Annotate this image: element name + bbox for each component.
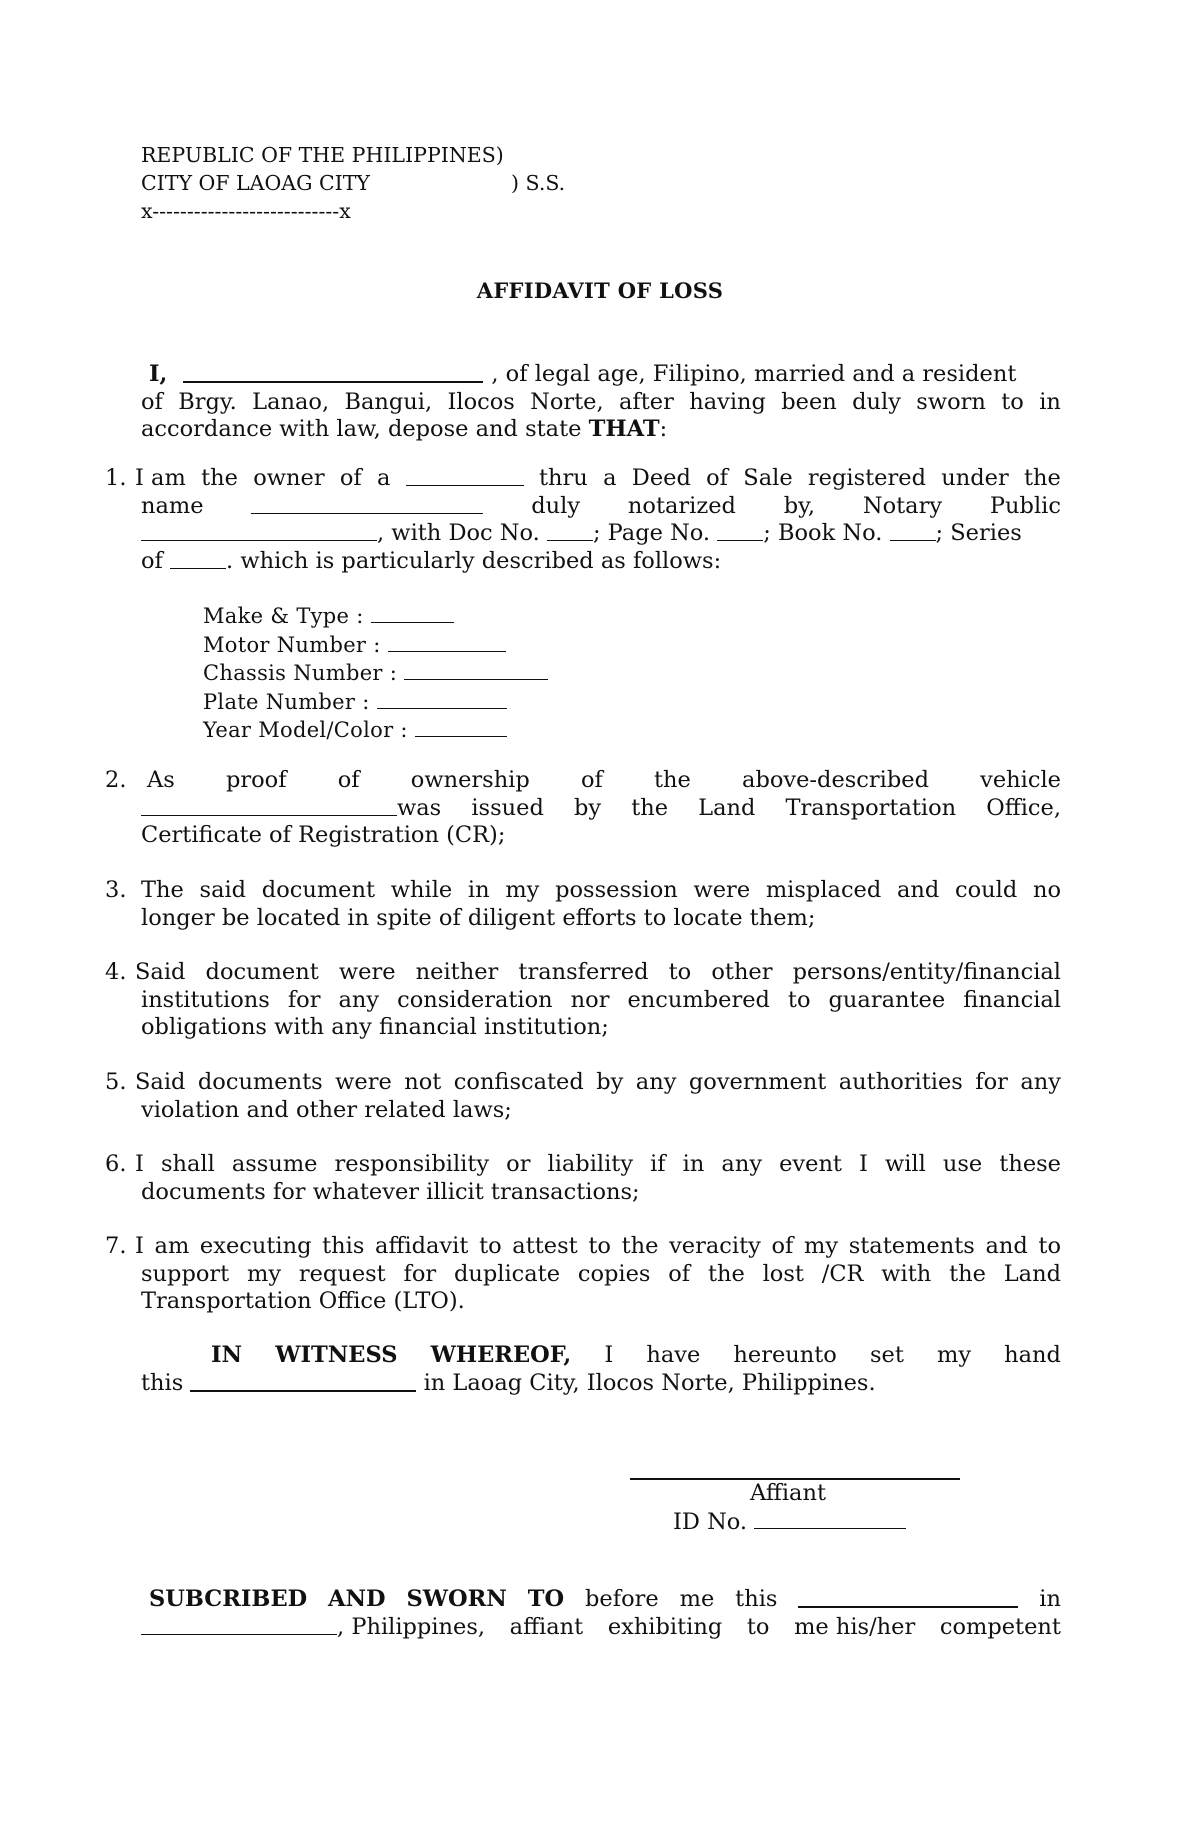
venue-ss: ) S.S. [511, 171, 566, 195]
spec-plate: Plate Number : [203, 688, 548, 717]
page-no-blank [717, 520, 763, 541]
witness-line-1: IN WITNESS WHEREOF, I have hereunto set my hand [211, 1342, 1061, 1368]
clause-2-line-2: was issued by the Land Transportation Office, [141, 795, 1061, 823]
clause-2-line-1: As proof of ownership of the above-described vehicle [147, 767, 1061, 793]
intro-line-1: I, , of legal age, Filipino, married and a resident [149, 361, 1017, 387]
jurat-date-blank [798, 1586, 1018, 1608]
witness-line-2: this in Laoag City, Ilocos Norte, Philippines. [141, 1369, 876, 1396]
spec-year: Year Model/Color : [203, 716, 548, 745]
clause-4: 4. Said document were neither transferred to other persons/entity/financial institutions for any consideration nor encumbered to guarantee financial obligations with any financial institution; [105, 959, 1061, 1040]
intro-line-3: accordance with law, depose and state THAT : [141, 416, 668, 442]
affiant-label: Affiant [750, 1480, 826, 1506]
notary-name-blank [141, 520, 377, 541]
series-blank [170, 548, 226, 569]
clause-4-line-1: Said document were neither transferred to other persons/entity/financial [135, 959, 1061, 985]
registered-name-blank [251, 493, 483, 514]
clause-7-line-3: Transportation Office (LTO). [141, 1288, 465, 1314]
affiant-name-blank [183, 361, 483, 383]
affiant-id: ID No. [673, 1508, 906, 1535]
document-title: AFFIDAVIT OF LOSS [476, 278, 724, 303]
vehicle-specs [203, 602, 548, 745]
spec-motor: Motor Number : [203, 631, 548, 660]
clause-3: 3. The said document while in my possession were misplaced and could no longer be located in spite of diligent efforts to locate them; [105, 877, 1061, 931]
id-no-blank [754, 1508, 906, 1529]
clause-7: 7. I am executing this affidavit to attest to the veracity of my statements and to support my request for duplicate copies of the lost /CR with the Land Transportation Office (LTO). [105, 1233, 1061, 1314]
witness-paragraph [141, 1342, 1061, 1397]
jurat-line-2: , Philippines, affiant exhibiting to me his/her competent [141, 1614, 1061, 1642]
clause-1-line-4: of . which is particularly described as follows: [141, 547, 722, 574]
doc-no-blank [547, 520, 593, 541]
clause-6-line-2: documents for whatever illicit transactions; [141, 1178, 640, 1205]
clause-5-line-2: violation and other related laws; [141, 1096, 512, 1123]
jurat-paragraph [141, 1586, 1061, 1641]
clause-4-line-2: institutions for any consideration nor encumbered to guarantee financial [141, 986, 1061, 1013]
venue-city: CITY OF LAOAG CITY ) S.S. [141, 171, 566, 195]
plate-reg-blank [141, 795, 397, 816]
clause-1: 1. I am the owner of a thru a Deed of Sale registered under the name duly notarized by, Notary Public , with Doc No. ; Page No. ; Book No. ; Series of . which is particularly described as follows: [105, 465, 1061, 574]
intro-paragraph [141, 361, 1061, 444]
witness-date-blank [190, 1370, 416, 1392]
clause-1-line-1: I am the owner of a thru a Deed of Sale registered under the [135, 465, 1061, 491]
clause-2: 2. As proof of ownership of the above-described vehicle was issued by the Land Transportation Office, Certificate of Registration (CR); [105, 767, 1061, 848]
jurat-place-blank [141, 1614, 337, 1635]
clause-5: 5. Said documents were not confiscated by any government authorities for any violation and other related laws; [105, 1069, 1061, 1123]
clause-7-line-2: support my request for duplicate copies of the lost /CR with the Land [141, 1260, 1061, 1287]
venue-block [141, 141, 566, 225]
clause-6-line-1: I shall assume responsibility or liability if in any event I will use these [135, 1151, 1061, 1177]
spec-chassis: Chassis Number : [203, 659, 548, 688]
clause-3-line-2: longer be located in spite of diligent efforts to locate them; [141, 904, 816, 931]
clause-3-line-1: The said document while in my possession were misplaced and could no [141, 877, 1061, 903]
jurat-line-1: SUBCRIBED AND SWORN TO before me this in [149, 1586, 1061, 1612]
clause-6: 6. I shall assume responsibility or liability if in any event I will use these documents for whatever illicit transactions; [105, 1151, 1061, 1205]
clause-1-line-3: , with Doc No. ; Page No. ; Book No. ; Series [141, 520, 1061, 548]
clause-1-line-2: name duly notarized by, Notary Public [141, 492, 1061, 519]
spec-make: Make & Type : [203, 602, 548, 631]
book-no-blank [890, 520, 936, 541]
clause-7-line-1: I am executing this affidavit to attest to the veracity of my statements and to [135, 1233, 1061, 1259]
clause-4-line-3: obligations with any financial institution; [141, 1014, 609, 1040]
clause-5-line-1: Said documents were not confiscated by any government authorities for any [135, 1069, 1061, 1095]
clause-2-line-3: Certificate of Registration (CR); [141, 822, 506, 848]
venue-republic: REPUBLIC OF THE PHILIPPINES) [141, 143, 504, 167]
intro-line-2: of Brgy. Lanao, Bangui, Ilocos Norte, after having been duly sworn to in [141, 388, 1061, 415]
vehicle-type-blank [406, 465, 524, 486]
venue-divider: x---------------------------x [141, 199, 351, 223]
